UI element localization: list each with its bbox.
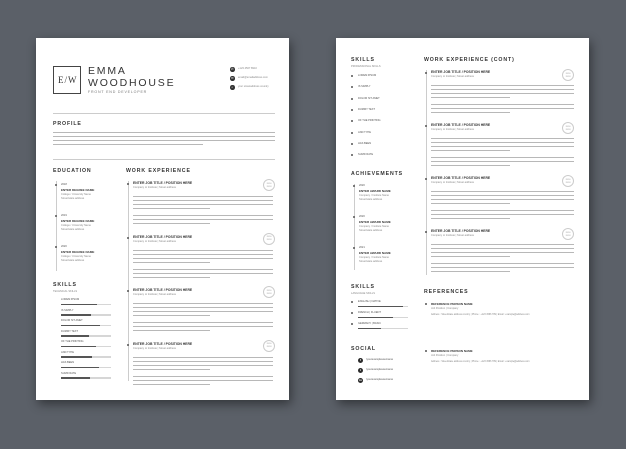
social-handle: /yourexampleusername <box>366 358 394 361</box>
skill-bullet <box>351 132 353 134</box>
text-line <box>133 223 210 224</box>
skill-bar <box>61 314 111 316</box>
education-year: 2018 <box>61 183 67 186</box>
skills-subheading: PROFESSIONAL SKILLS <box>351 65 381 68</box>
text-line <box>133 196 273 197</box>
text-line <box>431 195 574 196</box>
years-badge: 2016 2018 <box>263 340 275 352</box>
text-line <box>431 271 510 272</box>
years-badge: 2016 2018 <box>562 175 574 187</box>
timeline-dot <box>55 184 57 186</box>
degree-name: ENTER DEGREE NAME <box>61 219 95 223</box>
school-address: Street/state address <box>61 197 85 200</box>
monogram-text: E/W <box>58 75 78 85</box>
text-line <box>431 252 574 253</box>
text-line <box>133 277 210 278</box>
text-line <box>133 376 273 377</box>
text-line <box>133 250 273 251</box>
reference-name: REFERENCE PERSON NAME <box>431 349 473 353</box>
skills-subheading: TECHNICAL SKILLS <box>53 290 78 293</box>
divider <box>53 159 275 160</box>
social-handle: /yourexampleusername <box>366 378 394 381</box>
job-title: ENTER JOB TITLE / POSITION HERE <box>431 229 491 233</box>
achievements-heading: ACHIEVEMENTS <box>351 171 404 177</box>
skill-bullet <box>351 75 353 77</box>
timeline-line <box>56 181 57 271</box>
skill-label: HAS BEEN <box>358 141 372 145</box>
name-last: WOODHOUSE <box>88 77 176 89</box>
text-line <box>133 262 210 263</box>
social-heading: SOCIAL <box>351 346 376 352</box>
skill-label: AND TYPE <box>358 130 371 134</box>
job-title: ENTER JOB TITLE / POSITION HERE <box>133 234 193 239</box>
skill-label: SUMD RATE <box>358 153 374 157</box>
skill-label: HAS BEEN <box>61 361 75 364</box>
skills-heading: SKILLS <box>53 282 77 288</box>
timeline-line <box>426 70 427 275</box>
language-bullet <box>351 323 353 325</box>
text-line <box>133 258 273 259</box>
skill-label: IS SIMPLY <box>61 308 74 312</box>
school-name: College / University Name <box>61 255 91 258</box>
skill-label: LOREM IPSUM <box>358 74 377 77</box>
timeline-dot <box>353 247 355 249</box>
skill-bar-fill <box>61 377 90 379</box>
job-company: Company or Institute | Street address <box>133 186 176 189</box>
text-line <box>431 112 510 113</box>
resume-page-1 <box>36 38 289 400</box>
skill-bullet <box>351 86 353 88</box>
years-badge: 2016 2018 <box>562 228 574 240</box>
award-name: ENTER AWARD NAME <box>359 189 391 193</box>
text-line <box>431 93 574 94</box>
timeline-dot <box>127 344 129 346</box>
language-label: FRENCH | FLUENT <box>358 311 382 314</box>
school-address: Street/state address <box>61 228 85 231</box>
language-bar-fill <box>358 306 403 308</box>
language-bar-fill <box>358 328 381 330</box>
divider <box>53 113 275 114</box>
text-line <box>133 303 273 304</box>
education-year: 2019 <box>61 214 67 217</box>
language-label: ENGLISH | NATIVE <box>358 300 381 303</box>
language-bar-fill <box>358 317 393 319</box>
skill-label: DUMMY TEXT <box>358 107 376 111</box>
skill-bar-fill <box>61 304 97 306</box>
skill-bar-fill <box>61 356 92 358</box>
text-line <box>133 269 273 270</box>
timeline-dot <box>127 237 129 239</box>
text-line <box>133 273 273 274</box>
text-line <box>53 132 275 133</box>
text-line <box>133 326 273 327</box>
email-icon: ✉ <box>230 76 234 80</box>
text-line <box>133 200 273 201</box>
text-line <box>431 218 510 219</box>
award-company: Company / Institute Name <box>359 256 389 259</box>
text-line <box>431 97 510 98</box>
timeline-dot <box>353 216 355 218</box>
profile-text <box>53 132 275 150</box>
school-name: College / University Name <box>61 193 91 196</box>
timeline-dot <box>425 178 427 180</box>
text-line <box>133 311 273 312</box>
text-line <box>431 248 574 249</box>
work-experience-heading: WORK EXPERIENCE <box>126 168 191 174</box>
job-company: Company or Institute | Street address <box>431 128 474 131</box>
award-address: Street/state address <box>359 229 383 232</box>
text-line <box>53 140 275 141</box>
timeline-dot <box>127 290 129 292</box>
work-experience-cont-heading: WORK EXPERIENCE (CONT) <box>424 57 515 63</box>
text-line <box>431 138 574 139</box>
resume-page-2 <box>336 38 589 400</box>
text-line <box>133 208 210 209</box>
language-bullet <box>351 312 353 314</box>
text-line <box>133 322 273 323</box>
job-title: ENTER JOB TITLE / POSITION HERE <box>133 341 193 346</box>
language-bar <box>358 328 408 330</box>
skill-bar <box>61 367 111 369</box>
skill-label: SUMD RATE <box>61 371 77 375</box>
timeline-dot <box>425 231 427 233</box>
award-address: Street/state address <box>359 198 383 201</box>
achievement-year: 2020 <box>359 215 365 218</box>
text-line <box>431 244 574 245</box>
text-line <box>431 256 510 257</box>
reference-bullet <box>425 350 427 352</box>
skill-bullet <box>351 120 353 122</box>
achievement-year: 2021 <box>359 246 365 249</box>
reference-contact: Address : Street/state address country | Phone : +123 4566 789 | Email : example@address.com <box>431 361 530 363</box>
timeline-dot <box>425 72 427 74</box>
text-line <box>431 161 574 162</box>
job-company: Company or Institute | Street address <box>133 293 176 296</box>
skill-label: OF THE PRINTING <box>61 340 84 343</box>
text-line <box>133 380 273 381</box>
text-line <box>431 142 574 143</box>
timeline-dot <box>55 246 57 248</box>
social-handle: /yourexampleusername <box>366 368 394 371</box>
text-line <box>431 157 574 158</box>
references-heading: REFERENCES <box>424 289 469 295</box>
timeline-line <box>354 184 355 270</box>
skill-bullet <box>351 109 353 111</box>
text-line <box>133 384 210 385</box>
degree-name: ENTER DEGREE NAME <box>61 188 95 192</box>
text-line <box>431 146 574 147</box>
facebook-icon: f <box>360 358 361 362</box>
job-title: ENTER JOB TITLE / POSITION HERE <box>431 123 491 127</box>
skill-bullet <box>351 143 353 145</box>
skill-label: OF THE PRINTING <box>358 119 381 123</box>
phone-icon: ✆ <box>230 67 234 71</box>
text-line <box>133 357 273 358</box>
text-line <box>431 191 574 192</box>
skill-label: IS SIMPLY <box>358 85 371 89</box>
text-line <box>53 136 275 137</box>
school-name: College / University Name <box>61 224 91 227</box>
language-bullet <box>351 301 353 303</box>
profile-heading: PROFILE <box>53 121 82 127</box>
timeline-dot <box>425 125 427 127</box>
reference-contact: Address : Street/state address country | Phone : +123 4566 789 | Email : example@address.com <box>431 314 530 316</box>
award-address: Street/state address <box>359 260 383 263</box>
skill-bar-fill <box>61 346 96 348</box>
text-line <box>431 263 574 264</box>
contact-email: email@emailaddress.com <box>238 76 268 79</box>
skill-label: DOLOR SIT AMET <box>61 319 83 322</box>
text-line <box>431 210 574 211</box>
text-line <box>431 104 574 105</box>
text-line <box>133 365 273 366</box>
skill-bar <box>61 335 111 337</box>
twitter-icon: t <box>360 368 361 372</box>
reference-position: Job Position | Company <box>431 307 459 310</box>
reference-bullet <box>425 303 427 305</box>
language-skills-subheading: LANGUAGE SKILLS <box>351 292 375 295</box>
skill-bar-fill <box>61 325 100 327</box>
job-title: ENTER JOB TITLE / POSITION HERE <box>431 70 491 74</box>
skill-bar <box>61 356 111 358</box>
job-company: Company or Institute | Street address <box>431 75 474 78</box>
reference-position: Job Position | Company <box>431 354 459 357</box>
text-line <box>431 108 574 109</box>
school-address: Street/state address <box>61 259 85 262</box>
text-line <box>133 330 210 331</box>
skill-bar-fill <box>61 335 89 337</box>
skill-bar <box>61 304 111 306</box>
text-line <box>133 361 273 362</box>
timeline-dot <box>55 215 57 217</box>
language-bar <box>358 306 408 308</box>
name-first: EMMA <box>88 65 127 77</box>
skill-label: AND TYPE <box>61 350 74 354</box>
text-line <box>133 215 273 216</box>
award-company: Company / Institute Name <box>359 194 389 197</box>
skill-bullet <box>351 98 353 100</box>
text-line <box>431 165 510 166</box>
language-label: GERMANY | BASIC <box>358 322 381 325</box>
text-line <box>53 144 203 145</box>
job-title: ENTER JOB TITLE / POSITION HERE <box>133 288 193 292</box>
skills-heading: SKILLS <box>351 57 375 63</box>
achievement-year: 2020 <box>359 184 365 187</box>
job-company: Company or Institute | Street address <box>133 346 176 350</box>
monogram-logo <box>53 66 81 94</box>
years-badge: 2016 2018 <box>562 69 574 81</box>
skill-bar-fill <box>61 367 99 369</box>
skill-bar <box>61 325 111 327</box>
job-company: Company or Institute | Street address <box>431 181 474 184</box>
text-line <box>431 203 510 204</box>
linkedin-icon: in <box>359 378 362 382</box>
text-line <box>133 254 273 255</box>
degree-name: ENTER DEGREE NAME <box>61 250 95 254</box>
text-line <box>133 369 210 370</box>
skill-label: DUMMY TEXT <box>61 329 79 333</box>
education-year: 2020 <box>61 245 67 248</box>
text-line <box>431 150 510 151</box>
job-title: ENTER JOB TITLE / POSITION HERE <box>133 181 193 185</box>
contact-phone: +123 4567 8910 <box>238 67 257 70</box>
award-name: ENTER AWARD NAME <box>359 251 391 255</box>
text-line <box>431 199 574 200</box>
text-line <box>133 204 273 205</box>
skill-bullet <box>351 154 353 156</box>
timeline-dot <box>127 183 129 185</box>
text-line <box>133 219 273 220</box>
skill-bar-fill <box>61 314 91 316</box>
language-skills-heading: SKILLS <box>351 284 375 290</box>
skill-bar <box>61 346 111 348</box>
skill-label: DOLOR SIT AMET <box>358 96 380 100</box>
timeline-line <box>128 181 129 381</box>
years-badge: 2016 2018 <box>263 286 275 298</box>
award-company: Company / Institute Name <box>359 225 389 228</box>
location-icon: ⌂ <box>231 85 234 89</box>
years-badge: 2016 2018 <box>562 122 574 134</box>
text-line <box>431 89 574 90</box>
text-line <box>133 307 273 308</box>
education-heading: EDUCATION <box>53 168 92 174</box>
job-company: Company or Institute | Street address <box>431 234 474 237</box>
text-line <box>133 315 210 316</box>
years-badge: 2016 2018 <box>263 233 275 245</box>
reference-name: REFERENCE PERSON NAME <box>431 302 473 306</box>
contact-address: your streetaddress country <box>238 85 269 88</box>
years-badge: 2016 2018 <box>263 179 275 191</box>
text-line <box>431 85 574 86</box>
job-company: Company or Institute | Street address <box>133 239 176 243</box>
award-name: ENTER AWARD NAME <box>359 220 391 224</box>
timeline-dot <box>353 185 355 187</box>
job-title: ENTER JOB TITLE / POSITION HERE <box>431 176 491 180</box>
skill-bar <box>61 377 111 379</box>
text-line <box>431 267 574 268</box>
text-line <box>431 214 574 215</box>
role-title: FRONT END DEVELOPER <box>88 90 148 94</box>
language-bar <box>358 317 408 319</box>
skill-label: LOREM IPSUM <box>61 298 80 301</box>
